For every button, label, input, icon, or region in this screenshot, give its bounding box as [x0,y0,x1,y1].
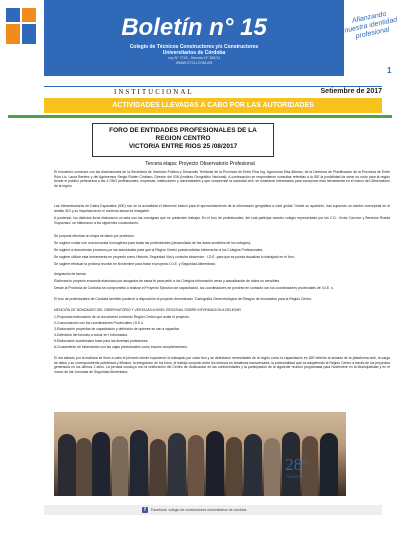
college-name-line: Colegio de Técnicos Constructores y/o Constructores [129,44,259,50]
paragraph: Las Infraestructuras de Datos Espaciales (IDE) son en la actualidad el elemento básico para el aprovechamiento de la información geográfica a nivel global. Desde su aparición, han supuesto un cambio conceptual en el ámbito SIG y su importancia en el contexto actual es innegable. [54,204,390,213]
anniversary-number: 28° [285,455,309,474]
contact-line: WWW.CTCU.COM.AR [175,60,213,65]
list-item: Se sugiere contar con una encuesta homogénea para todas las profesionales (desarrollado de las datos sensibles de los colegios); [54,241,251,245]
motto-badge: Afianzando nuestra identidad profesional [343,10,398,41]
anniversary-word: Aniversario [285,474,309,479]
list-item: Elaboración proyecto encuesta elaborado por abogados de santa fe para pedir a los Colegios información veraz y actualización de datos no sensibles. [54,279,280,283]
issue-date: Setiembre de 2017 [320,88,382,95]
list-item: 3-Elaboración proyectas de capacitación y definición de quienes se van a capacitar [54,327,179,331]
list-item: 2-Comunicación con los coordinadores Provinciales I.D.E.s [54,321,143,325]
footer [44,505,382,515]
list-item: 4-Definición del formato a volcar en I Informados. [54,333,129,337]
list-item: Se sugiere utilizar esta herramienta en proyecto como Historia, Seguridad Vial y consolar bioservice · I.D.E. para que se pueda visualizar lo trabajado en el foro; [54,255,295,259]
newsletter-title: Boletín n° 15 [121,14,267,41]
college-name-line: Universitarios de Córdoba [162,50,226,56]
paragraph: El día sábado por la mañana se llevó a cabo el plenario donde expusieron lo trabajado por cada foro y se detectaron necesidades de la región como la capacitación en IDE referido al armado de la plataforma web, la carga de datos y su correspondiente publicidad y difusión; la integración de los foros, el trabajo conjunto entre los mismos en temáticas transversales, la potencialidad que va adquiriendo la Región Centro a través de los proyectos generados en los últimos 2 años. La jornada concluyó con la celebración del Centro de Graduación en las conformidades y la participación de la siguiente reunión programada para Noviembre en la Municipalidad y en el marco de las Jornadas de Seguridad Alimentaria. [54,356,390,374]
list-item: Desde la Provincia de Córdoba se comprometió a realizar el Proyecto Ejecutivo de capacitación, los coordinadores se pondrán en contacto con los coordinadores provinciales de I.D.E. s. [54,286,334,290]
section-bar [44,86,382,96]
event-title-line: REGION CENTRO [155,135,211,142]
event-title-line: VICTORIA ENTRE RIOS 25 /08/2017 [128,143,238,150]
page-number: 1 [387,66,392,75]
paragraph: A posteriori, los distintos foros elaboraron un acta con las consignas que se pretenden trabajar. En el foro de profesionales, del cual participa nuestro colegio representado por los C.D.: Víctor Cerrone y Berenice Rueda Guyschard, se elaboraron a los siguientes conclusiones: [54,216,390,225]
header [0,0,400,78]
event-title-line: FORO DE ENTIDADES PROFESIONALES DE LA [109,127,257,134]
paragraph: El encuentro comenzó con las disertaciones de la Secretaría de Inversión Pública y Desarrollo Territorial de la Provincia de Entre Ríos Ing. Agrónoma Elsa Alfonso; de la Directora de Planificación de la Provincia de Entre Ríos Lic. Laura Benitez y del Agrimensor Sergio Rubén Cimbaro, Director del IGN (Instituto Geográfico Nacional). A continuación se respondieron consultas referidas a la IDE la posibilidad de crear un nodo para la región donde el público pertenezca a las 4 ONG profesionales, empresas, instituciones y universidades y que comprende la sociedad civil, se mostraron interesados para incorporar esta herramienta en el marco del Observatorio de la región. [54,170,390,188]
event-stage: Tercera etapa: Proyecto Observatorio Profesional [145,161,255,167]
list-item: 1-Propuesta elaboración de un documento enviando Región Centro que avale el proyecto. [54,315,190,319]
event-title-box [92,123,274,157]
list-item: Se sugiere a documentar procesos por las autoridades para que la Región Centro pueda solicitar información a los Colegios Profesionales; [54,248,264,252]
anniversary-seal [272,456,322,500]
facebook-icon[interactable]: f [142,507,148,513]
list-item: 6-Cruzamiento de información con las cajas previsionales como insumo complementario. [54,345,188,349]
college-name [44,44,344,56]
ctcu-logo [6,8,38,48]
subheading: Asignación de tareas: [54,272,87,276]
activities-banner: ACTIVIDADES LLEVADAS A CABO POR LAS AUTORIDADES [44,98,382,113]
header-band [44,0,398,76]
contact-info [44,56,344,65]
divider [8,115,392,118]
list-item: El foro de profesionales de Córdoba también pusieron a disposición el proyecto denominado "Cartografía Geomorfológica de Riesgos de Inundación para la Región Centro. [54,297,313,301]
list-item: 5-Elaboración cuestionario base para las diversas profesiones. [54,339,149,343]
facebook-link[interactable]: Facebook: colegio de constructores universitarios de córdoba [151,508,247,512]
list-item: Se propone efectuar un mapa de datos por profesión: [54,234,135,238]
contact-line: Ley N° 7743 - Decreto N° 382/11 [167,56,221,60]
section-label: INSTITUCIONAL [114,88,194,96]
subheading: MENCIÓN DE BONDADES DEL OBSERVATORIO Y VENTAJAS A NIVEL REGIONAL SOBRE INFORMACION A RELEVAR [54,308,241,312]
list-item: Se sugiere efectuar la próxima reunión en Noviembre para tratar el proyecto I.D.E. y Seguridad Alimentaria; [54,262,216,266]
